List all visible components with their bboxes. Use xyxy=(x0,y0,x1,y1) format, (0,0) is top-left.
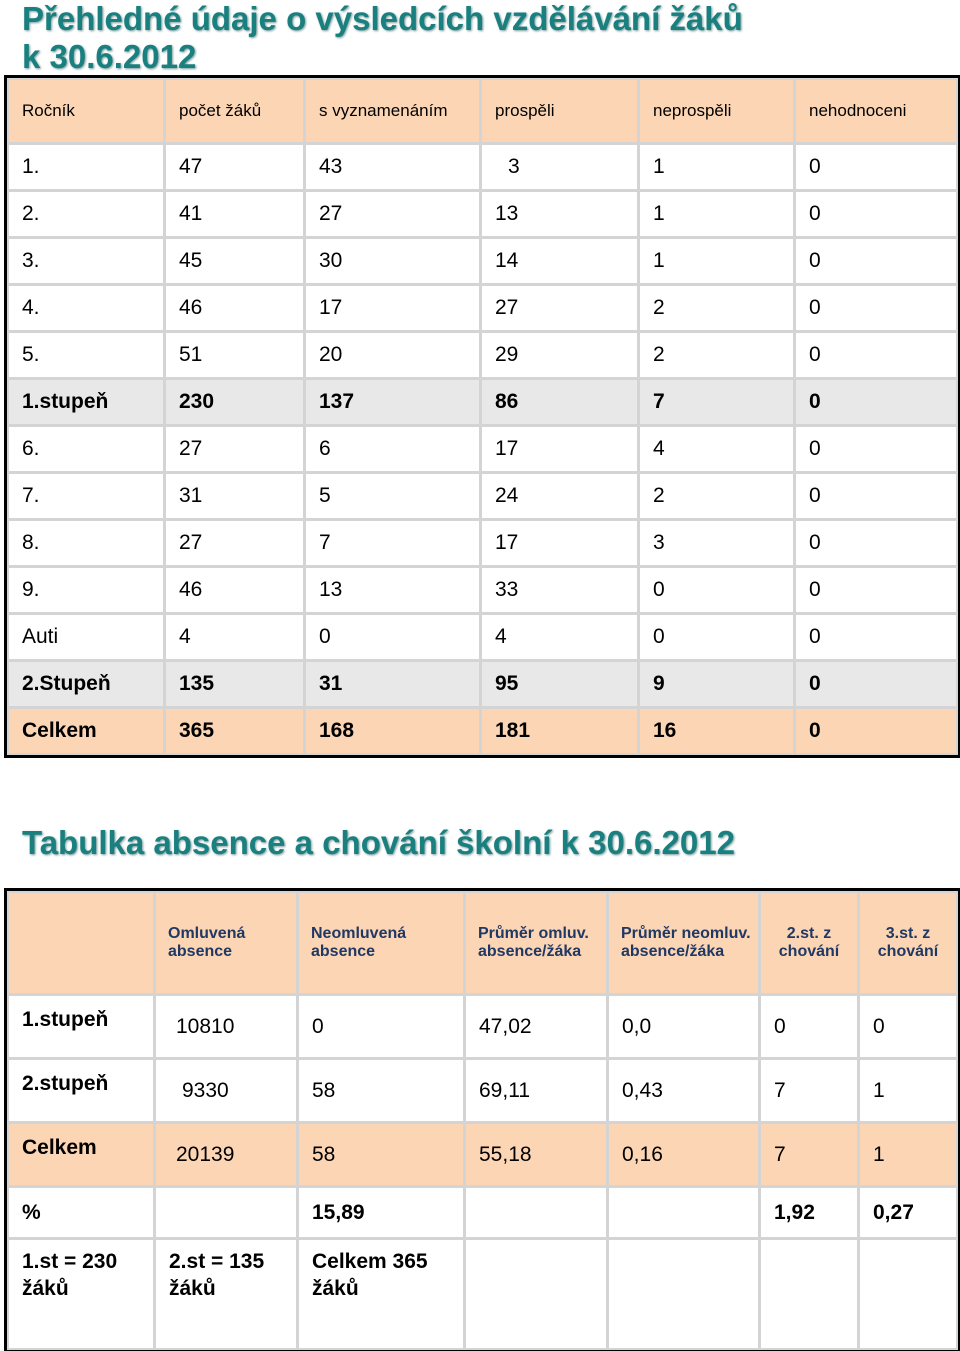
table-cell: 27 xyxy=(165,426,305,473)
table-cell: 13 xyxy=(305,567,481,614)
table-cell: 9 xyxy=(639,661,795,708)
table-row xyxy=(8,1059,958,1123)
table-cell: 0 xyxy=(795,238,958,285)
table-cell: 4. xyxy=(8,285,165,332)
table-cell: 0 xyxy=(639,614,795,661)
student-count-cell: Celkem 365 žáků xyxy=(298,1239,465,1350)
table-cell: 1 xyxy=(859,1059,958,1123)
table-cell: 1 xyxy=(859,1123,958,1187)
absence-header-cell: 2.st. z chování xyxy=(760,892,859,995)
table-cell: 2 xyxy=(639,332,795,379)
table-cell: 20139 xyxy=(155,1123,298,1187)
table-cell: 58 xyxy=(298,1059,465,1123)
table-cell: 0 xyxy=(795,144,958,191)
absence-header-cell xyxy=(8,892,155,995)
table-cell: 15,89 xyxy=(298,1187,465,1239)
table-cell: 137 xyxy=(305,379,481,426)
subtotal-row xyxy=(8,661,958,708)
table-cell: 30 xyxy=(305,238,481,285)
table-cell: 365 xyxy=(165,708,305,755)
table-cell: % xyxy=(8,1187,155,1239)
table-cell: 0 xyxy=(795,473,958,520)
table-cell: 5 xyxy=(305,473,481,520)
absence-header-cell: Průměr omluv. absence/žáka xyxy=(465,892,608,995)
table-cell: 69,11 xyxy=(465,1059,608,1123)
table-cell: 3. xyxy=(8,238,165,285)
table-cell: 168 xyxy=(305,708,481,755)
table-row xyxy=(8,567,958,614)
student-count-cell xyxy=(859,1239,958,1350)
table-cell: 47 xyxy=(165,144,305,191)
table-cell xyxy=(465,1187,608,1239)
table-cell: 0,43 xyxy=(608,1059,760,1123)
table-cell xyxy=(155,1187,298,1239)
table-cell: 0 xyxy=(795,520,958,567)
report-title-line1: Přehledné údaje o výsledcích vzdělávání žáků xyxy=(22,0,743,37)
table-cell: 2.stupeň xyxy=(8,1059,155,1123)
table-cell: 1.stupeň xyxy=(8,379,165,426)
table-cell: 24 xyxy=(481,473,639,520)
table-cell: 31 xyxy=(305,661,481,708)
table-cell: 2 xyxy=(639,473,795,520)
table-cell: 4 xyxy=(639,426,795,473)
table-cell: 27 xyxy=(305,191,481,238)
table-cell: 0 xyxy=(795,379,958,426)
table-cell: 51 xyxy=(165,332,305,379)
table-row xyxy=(8,285,958,332)
table-cell: 9330 xyxy=(155,1059,298,1123)
table-cell: 0 xyxy=(760,995,859,1059)
table-cell: 46 xyxy=(165,285,305,332)
absence-header-cell: Průměr neomluv. absence/žáka xyxy=(608,892,760,995)
table-row xyxy=(8,995,958,1059)
results-header-cell: s vyznamenáním xyxy=(305,79,481,144)
table-cell: Celkem xyxy=(8,1123,155,1187)
results-header-cell: prospěli xyxy=(481,79,639,144)
table-cell: 55,18 xyxy=(465,1123,608,1187)
table-cell: 1.stupeň xyxy=(8,995,155,1059)
table-cell: 0 xyxy=(859,995,958,1059)
absence-header-row xyxy=(8,892,958,995)
student-count-cell xyxy=(760,1239,859,1350)
absence-table-title: Tabulka absence a chování školní k 30.6.2012 xyxy=(22,824,735,861)
table-cell: 0 xyxy=(795,191,958,238)
student-count-row xyxy=(8,1239,958,1350)
report-title xyxy=(22,0,743,76)
table-cell: 0 xyxy=(795,614,958,661)
absence-header-cell: 3.st. z chování xyxy=(859,892,958,995)
table-cell: 10810 xyxy=(155,995,298,1059)
student-count-cell xyxy=(465,1239,608,1350)
results-header-cell: neprospěli xyxy=(639,79,795,144)
table-cell: 29 xyxy=(481,332,639,379)
student-count-cell xyxy=(608,1239,760,1350)
absence-table xyxy=(6,890,959,1351)
table-cell: 58 xyxy=(298,1123,465,1187)
table-cell: 0 xyxy=(795,426,958,473)
results-header-row xyxy=(8,79,958,144)
table-cell: 0 xyxy=(795,661,958,708)
student-count-cell: 2.st = 135 žáků xyxy=(155,1239,298,1350)
report-title-line2: k 30.6.2012 xyxy=(22,38,197,75)
table-cell: 41 xyxy=(165,191,305,238)
results-header-cell: nehodnoceni xyxy=(795,79,958,144)
table-cell: 135 xyxy=(165,661,305,708)
table-cell: 45 xyxy=(165,238,305,285)
table-cell: 5. xyxy=(8,332,165,379)
table-cell: Auti xyxy=(8,614,165,661)
table-cell: 0 xyxy=(298,995,465,1059)
table-cell: 0 xyxy=(305,614,481,661)
table-cell: 7 xyxy=(639,379,795,426)
table-row xyxy=(8,614,958,661)
table-cell: Celkem xyxy=(8,708,165,755)
table-cell: 1,92 xyxy=(760,1187,859,1239)
table-cell: 7. xyxy=(8,473,165,520)
table-cell: 230 xyxy=(165,379,305,426)
total-row xyxy=(8,708,958,755)
table-row xyxy=(8,473,958,520)
table-cell: 17 xyxy=(481,426,639,473)
table-cell: 33 xyxy=(481,567,639,614)
absence-header-cell: Neomluvená absence xyxy=(298,892,465,995)
student-count-cell: 1.st = 230 žáků xyxy=(8,1239,155,1350)
table-cell: 13 xyxy=(481,191,639,238)
table-cell: 0,16 xyxy=(608,1123,760,1187)
table-cell: 3 xyxy=(639,520,795,567)
table-cell: 2.Stupeň xyxy=(8,661,165,708)
subtotal-row xyxy=(8,379,958,426)
table-cell: 1 xyxy=(639,238,795,285)
table-cell: 0,27 xyxy=(859,1187,958,1239)
table-cell: 0,0 xyxy=(608,995,760,1059)
table-cell: 16 xyxy=(639,708,795,755)
table-cell: 7 xyxy=(760,1123,859,1187)
table-cell: 4 xyxy=(165,614,305,661)
table-cell: 181 xyxy=(481,708,639,755)
table-cell: 2. xyxy=(8,191,165,238)
table-cell xyxy=(608,1187,760,1239)
table-cell: 46 xyxy=(165,567,305,614)
table-cell: 7 xyxy=(760,1059,859,1123)
table-row xyxy=(8,520,958,567)
table-cell: 27 xyxy=(165,520,305,567)
table-cell: 4 xyxy=(481,614,639,661)
table-cell: 9. xyxy=(8,567,165,614)
table-row xyxy=(8,332,958,379)
results-header-cell: Ročník xyxy=(8,79,165,144)
results-table xyxy=(6,77,959,756)
table-cell: 0 xyxy=(795,285,958,332)
table-cell: 17 xyxy=(481,520,639,567)
table-cell: 17 xyxy=(305,285,481,332)
table-cell: 47,02 xyxy=(465,995,608,1059)
table-cell: 27 xyxy=(481,285,639,332)
table-cell: 2 xyxy=(639,285,795,332)
table-cell: 95 xyxy=(481,661,639,708)
table-cell: 0 xyxy=(795,567,958,614)
table-cell: 43 xyxy=(305,144,481,191)
total-row xyxy=(8,1123,958,1187)
table-cell: 0 xyxy=(795,332,958,379)
results-header-cell: počet žáků xyxy=(165,79,305,144)
table-row xyxy=(8,238,958,285)
table-row xyxy=(8,426,958,473)
table-cell: 3 xyxy=(481,144,639,191)
table-row xyxy=(8,144,958,191)
table-cell: 1 xyxy=(639,191,795,238)
table-cell: 7 xyxy=(305,520,481,567)
table-cell: 14 xyxy=(481,238,639,285)
absence-header-cell: Omluvená absence xyxy=(155,892,298,995)
percent-row xyxy=(8,1187,958,1239)
table-cell: 86 xyxy=(481,379,639,426)
table-cell: 8. xyxy=(8,520,165,567)
table-cell: 31 xyxy=(165,473,305,520)
table-cell: 6. xyxy=(8,426,165,473)
table-cell: 6 xyxy=(305,426,481,473)
table-cell: 20 xyxy=(305,332,481,379)
table-cell: 1. xyxy=(8,144,165,191)
table-cell: 0 xyxy=(639,567,795,614)
table-row xyxy=(8,191,958,238)
table-cell: 1 xyxy=(639,144,795,191)
table-cell: 0 xyxy=(795,708,958,755)
